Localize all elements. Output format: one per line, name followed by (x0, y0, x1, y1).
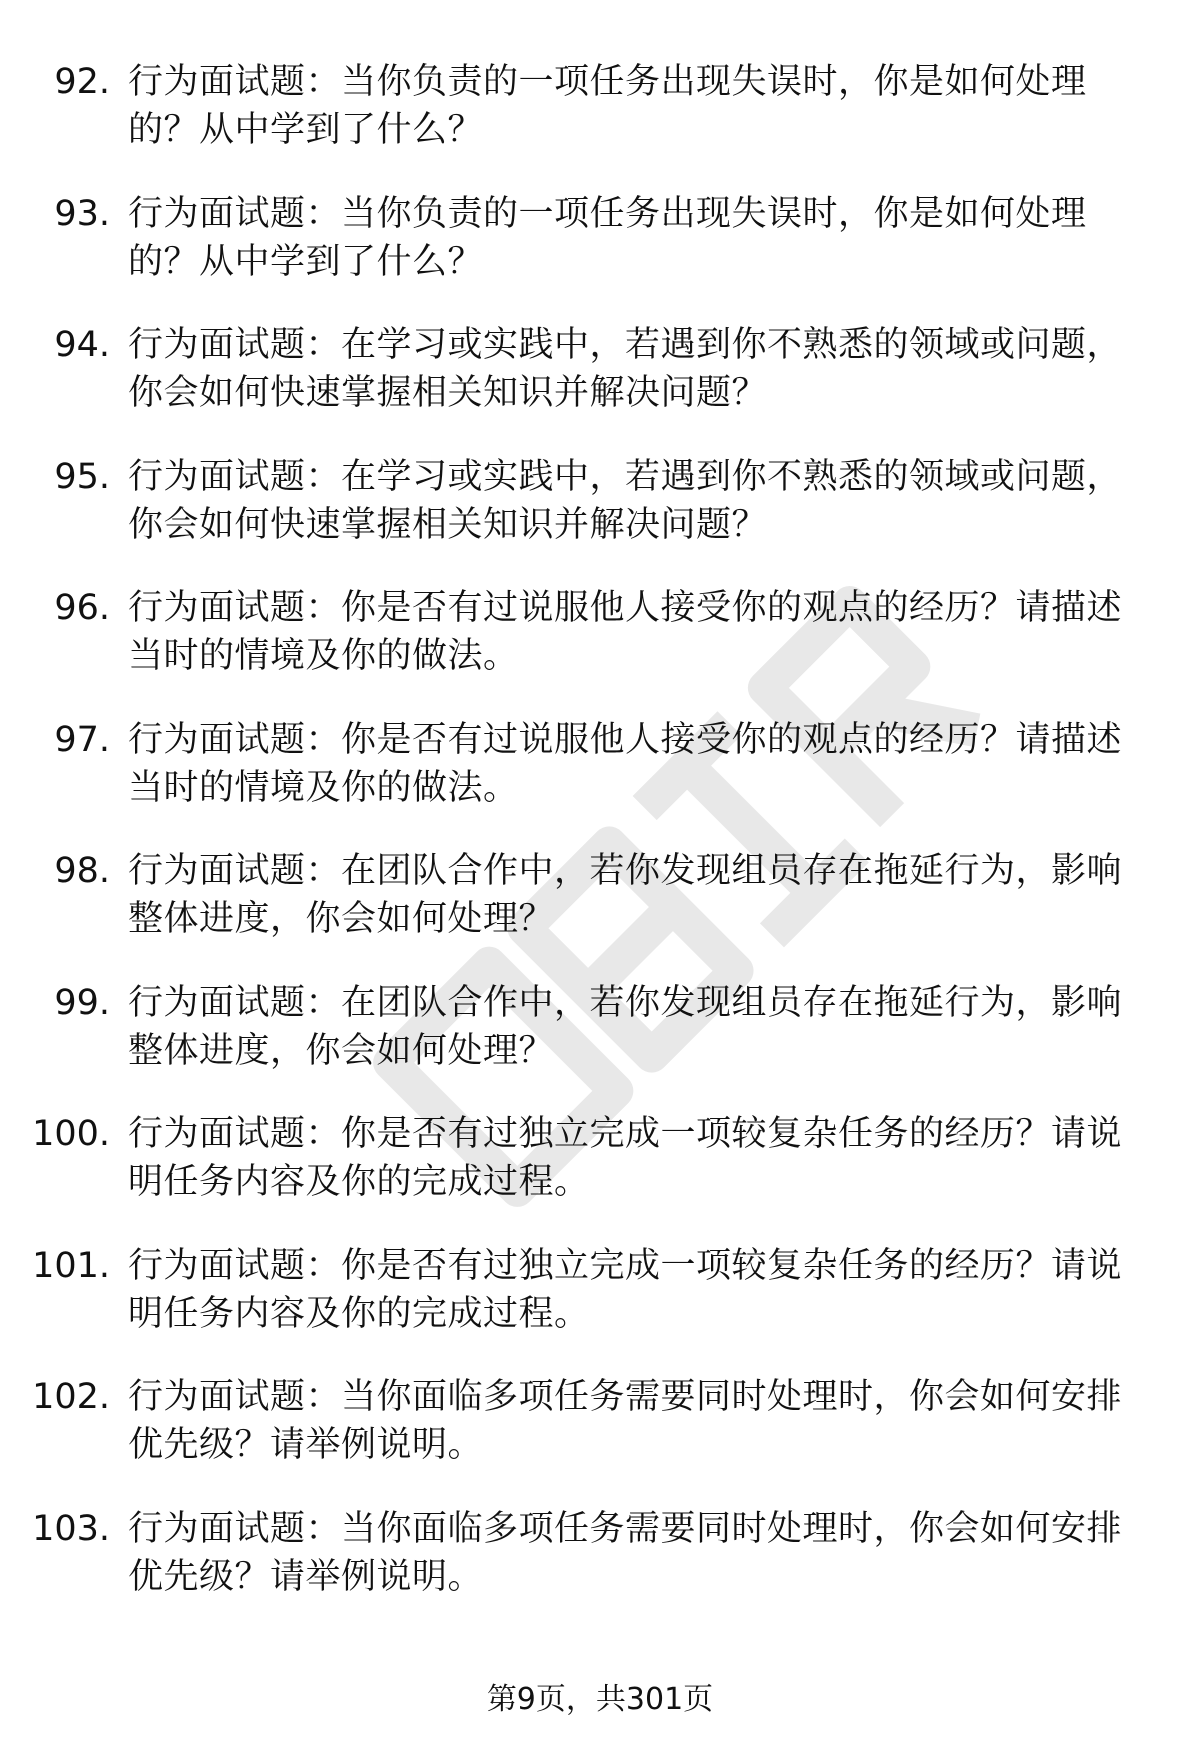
question-item (0, 58, 1200, 190)
question-number: 100. (32, 1114, 110, 1154)
question-item (0, 847, 1200, 979)
question-item (0, 1373, 1200, 1505)
question-number: 93. (54, 193, 110, 234)
question-item (0, 584, 1200, 716)
question-text: 行为面试题：在学习或实践中，若遇到你不熟悉的领域或问题，你会如何快速掌握相关知识并解决问题？ (128, 456, 1123, 545)
question-text: 行为面试题：当你面临多项任务需要同时处理时，你会如何安排优先级？请举例说明。 (128, 1377, 1123, 1465)
question-number: 102. (32, 1377, 110, 1417)
question-number: 95. (54, 456, 110, 497)
question-text: 行为面试题：在学习或实践中，若遇到你不熟悉的领域或问题，你会如何快速掌握相关知识并解决问题？ (128, 325, 1123, 413)
question-item (0, 321, 1200, 453)
question-item (0, 453, 1200, 585)
question-number: 94. (54, 325, 110, 365)
question-item (0, 190, 1200, 322)
question-text: 行为面试题：当你负责的一项任务出现失误时，你是如何处理的？从中学到了什么？ (128, 62, 1087, 150)
page-footer (0, 1680, 1200, 1720)
question-text: 行为面试题：你是否有过说服他人接受你的观点的经历？请描述当时的情境及你的做法。 (128, 588, 1123, 676)
question-item (0, 1505, 1200, 1637)
question-number: 99. (54, 982, 110, 1023)
question-number: 103. (32, 1508, 110, 1549)
question-text: 行为面试题：当你负责的一项任务出现失误时，你是如何处理的？从中学到了什么？ (128, 193, 1087, 282)
question-text: 行为面试题：在团队合作中，若你发现组员存在拖延行为，影响整体进度，你会如何处理？ (128, 982, 1123, 1071)
question-number: 92. (54, 62, 110, 102)
question-number: 98. (54, 851, 110, 891)
question-text: 行为面试题：你是否有过独立完成一项较复杂任务的经历？请说明任务内容及你的完成过程。 (128, 1245, 1123, 1334)
question-text: 行为面试题：你是否有过说服他人接受你的观点的经历？请描述当时的情境及你的做法。 (128, 719, 1123, 808)
question-item (0, 716, 1200, 848)
question-item (0, 1110, 1200, 1242)
question-number: 101. (32, 1245, 110, 1286)
question-number: 96. (54, 588, 110, 628)
page-number-label: 第9页，共301页 (486, 1682, 714, 1717)
question-text: 行为面试题：当你面临多项任务需要同时处理时，你会如何安排优先级？请举例说明。 (128, 1508, 1123, 1597)
question-text: 行为面试题：你是否有过独立完成一项较复杂任务的经历？请说明任务内容及你的完成过程。 (128, 1114, 1123, 1202)
question-text: 行为面试题：在团队合作中，若你发现组员存在拖延行为，影响整体进度，你会如何处理？ (128, 851, 1123, 939)
question-item (0, 979, 1200, 1111)
question-list (0, 58, 1200, 1636)
question-item (0, 1242, 1200, 1374)
question-number: 97. (54, 719, 110, 760)
